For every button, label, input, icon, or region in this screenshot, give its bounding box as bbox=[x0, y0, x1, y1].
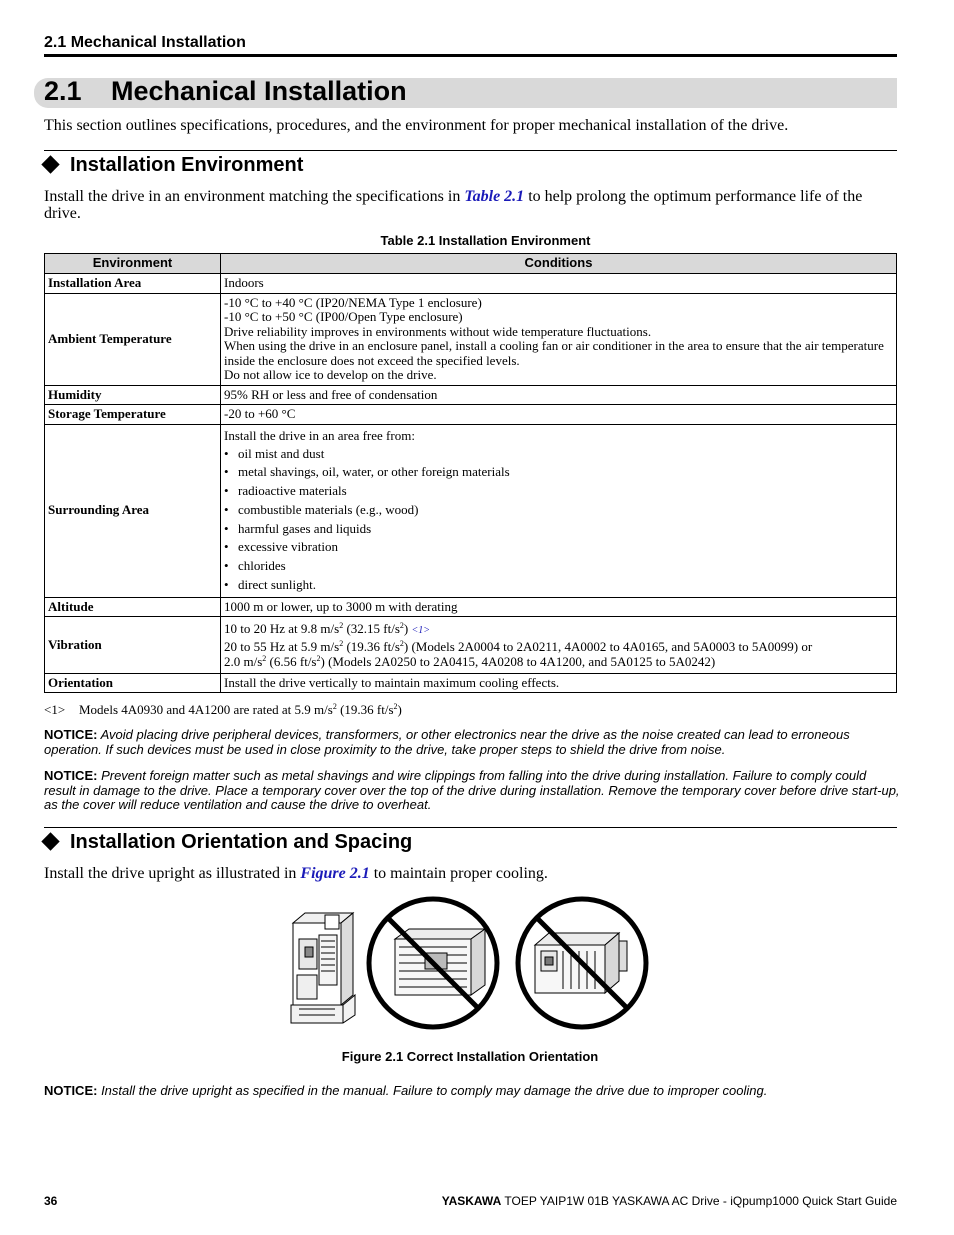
row-value bbox=[221, 424, 897, 597]
footnote-marker: <1> bbox=[44, 702, 66, 717]
table-row bbox=[45, 617, 897, 674]
table-header-row bbox=[45, 254, 897, 274]
list-item: • chlorides bbox=[224, 557, 893, 576]
installation-orientation-figure bbox=[285, 895, 653, 1035]
surrounding-list bbox=[224, 445, 893, 595]
footer-brand: YASKAWA bbox=[441, 1194, 502, 1208]
table-row bbox=[45, 385, 897, 405]
sideways-drive-prohibited bbox=[518, 899, 646, 1027]
list-item: • radioactive materials bbox=[224, 482, 893, 501]
section-intro: This section outlines specifications, procedures, and the environment for proper mechanical installation of the drive. bbox=[44, 117, 789, 134]
row-label: Ambient Temperature bbox=[45, 293, 221, 385]
list-item: • metal shavings, oil, water, or other foreign materials bbox=[224, 463, 893, 482]
table-row bbox=[45, 293, 897, 385]
subheading-text: Installation Orientation and Spacing bbox=[70, 831, 413, 853]
notice-label: NOTICE: bbox=[44, 727, 98, 742]
figure-caption: Figure 2.1 Correct Installation Orientation bbox=[341, 1049, 599, 1064]
ambient-line: Drive reliability improves in environments without wide temperature fluctuations. bbox=[224, 323, 652, 339]
horizontal-drive-prohibited bbox=[369, 899, 497, 1027]
header-rule bbox=[44, 54, 897, 57]
row-value: 1000 m or lower, up to 3000 m with derating bbox=[221, 597, 897, 617]
list-item: • excessive vibration bbox=[224, 538, 893, 557]
env-para-text: Install the drive in an environment matching the specifications in bbox=[44, 188, 465, 205]
subheading-orientation-spacing bbox=[42, 831, 412, 854]
table-row bbox=[45, 274, 897, 294]
ambient-line: When using the drive in an enclosure panel, install a cooling fan or air conditioner in the area to ensure that the air temperature inside the enclosure does not exceed the specified levels. bbox=[224, 338, 884, 368]
subheading-rule bbox=[44, 827, 897, 828]
column-header-conditions: Conditions bbox=[221, 254, 897, 274]
table-row bbox=[45, 405, 897, 425]
subheading-installation-environment bbox=[42, 154, 303, 177]
footnote-ref-link[interactable]: <1> bbox=[411, 625, 430, 637]
table-caption: Table 2.1 Installation Environment bbox=[380, 233, 591, 248]
vibration-line-3: 2.0 $m/s^2$ (6.56 $ft/s^2$) (Models 2A0250 to 2A0415, 4A0208 to 4A1200, and 5A0125 to 5A0242) bbox=[224, 654, 716, 670]
vibration-line-2: 20 to 55 Hz at 5.9 $m/s^2$ (19.36 $ft/s^2$) (Models 2A0004 to 2A0211, 4A0002 to 4A0165, and 5A0003 to 5A0099) or bbox=[224, 638, 813, 654]
notice-label: NOTICE: bbox=[44, 1083, 98, 1098]
column-header-environment: Environment bbox=[45, 254, 221, 274]
notice-foreign-matter: NOTICE: Prevent foreign matter such as metal shavings and wire clippings from falling into the drive during installation. Failure to comply could result in damage to the drive. Place a temporary cover over the top of the drive during installation. Remove the temporary cover before drive start-up, as the cover will reduce ventilation and cause the drive to overheat. bbox=[44, 768, 900, 812]
table-row bbox=[45, 597, 897, 617]
running-head: 2.1 Mechanical Installation bbox=[44, 34, 246, 51]
env-paragraph bbox=[44, 188, 900, 222]
row-label: Orientation bbox=[45, 673, 221, 693]
row-value: Install the drive vertically to maintain maximum cooling effects. bbox=[221, 673, 897, 693]
vibration-line-1: 10 to 20 Hz at 9.8 $m/s^2$ (32.15 $ft/s^2) <1>$ bbox=[224, 621, 430, 637]
orientation-paragraph: Install the drive upright as illustrated in Figure 2.1 to maintain proper cooling. bbox=[44, 865, 548, 882]
list-item: • combustible materials (e.g., wood) bbox=[224, 501, 893, 520]
ambient-line: Do not allow ice to develop on the drive. bbox=[224, 367, 437, 382]
notice-noise: NOTICE: Avoid placing drive peripheral devices, transformers, or other electronics near the drive as the noise created can lead to erroneous operation. If such devices must be used in close proximity to the drive, take proper steps to shield the drive from noise. bbox=[44, 727, 850, 757]
list-item: • harmful gases and liquids bbox=[224, 520, 893, 539]
figure-2-1-link[interactable]: Figure 2.1 bbox=[300, 865, 370, 882]
list-item: • direct sunlight. bbox=[224, 576, 893, 595]
subheading-text: Installation Environment bbox=[70, 154, 304, 176]
row-value: Indoors bbox=[221, 274, 897, 294]
ambient-line: -10 °C to +50 °C (IP00/Open Type enclosure) bbox=[224, 309, 463, 324]
subheading-rule bbox=[44, 150, 897, 151]
footer-doc-text: TOEP YAIP1W 01B YASKAWA AC Drive - iQpump1000 Quick Start Guide bbox=[501, 1194, 897, 1208]
section-title bbox=[44, 76, 407, 107]
surrounding-intro: Install the drive in an area free from: bbox=[224, 427, 415, 443]
env-para-text-end: to help prolong the optimum performance life of the drive. bbox=[44, 188, 863, 222]
section-number: 2.1 bbox=[44, 76, 82, 106]
row-label: Altitude bbox=[45, 597, 221, 617]
ambient-line: -10 °C to +40 °C (IP20/NEMA Type 1 enclosure) bbox=[224, 294, 482, 310]
table-footnote: <1> Models 4A0930 and 4A1200 are rated at 5.9 $m/s^2$ (19.36 $ft/s^2$) bbox=[44, 702, 402, 717]
table-2-1-link[interactable]: Table 2.1 bbox=[464, 188, 525, 205]
diamond-icon bbox=[41, 156, 59, 174]
diamond-icon bbox=[41, 833, 59, 851]
row-label: Surrounding Area bbox=[45, 424, 221, 597]
row-label: Installation Area bbox=[45, 274, 221, 294]
row-value: 95% RH or less and free of condensation bbox=[221, 385, 897, 405]
table-row bbox=[45, 673, 897, 693]
notice-label: NOTICE: bbox=[44, 768, 98, 783]
row-label: Storage Temperature bbox=[45, 405, 221, 425]
footer-document-title bbox=[442, 1194, 897, 1208]
row-label: Vibration bbox=[45, 617, 221, 674]
list-item: • oil mist and dust bbox=[224, 445, 893, 464]
notice-upright: NOTICE: Install the drive upright as specified in the manual. Failure to comply may damage the drive due to improper cooling. bbox=[44, 1083, 768, 1098]
row-value: -20 to +60 °C bbox=[221, 405, 897, 425]
upright-drive-illustration bbox=[291, 913, 355, 1023]
section-title-text: Mechanical Installation bbox=[111, 76, 407, 106]
row-value bbox=[221, 293, 897, 385]
row-label: Humidity bbox=[45, 385, 221, 405]
page-number: 36 bbox=[44, 1194, 58, 1208]
installation-environment-table bbox=[44, 253, 897, 693]
row-value bbox=[221, 617, 897, 674]
table-row bbox=[45, 424, 897, 597]
